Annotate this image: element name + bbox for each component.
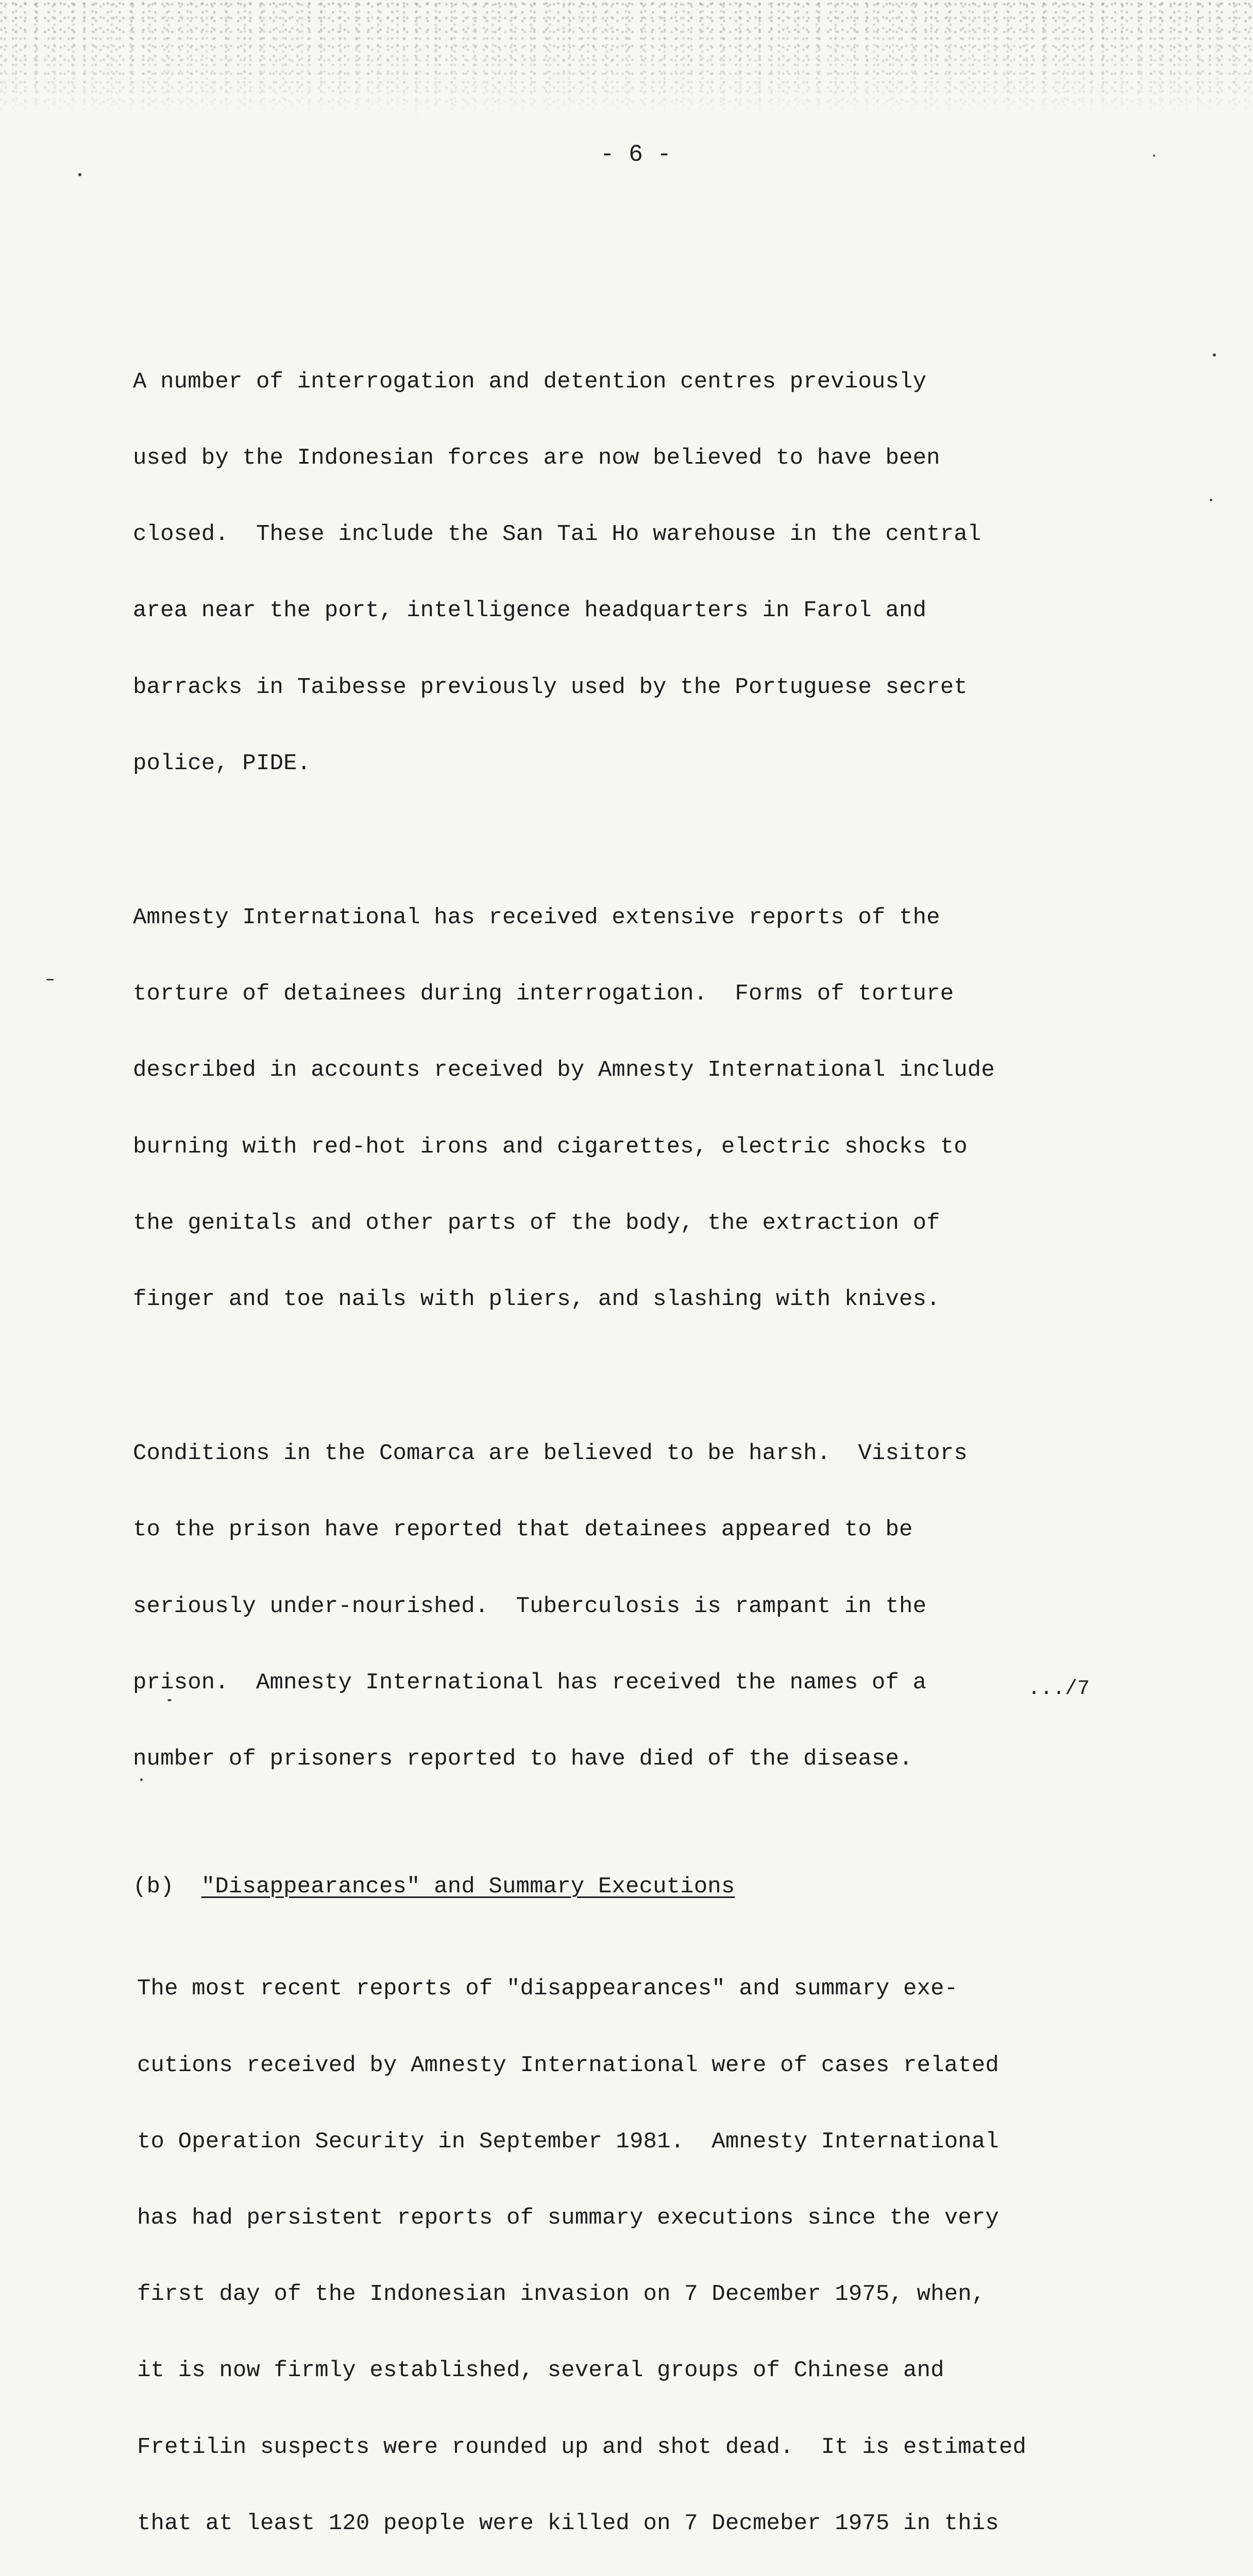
paragraph-line: Fretilin suspects were rounded up and shot dead. It is estimated xyxy=(137,2434,1027,2460)
paragraph-line: torture of detainees during interrogation. Forms of torture xyxy=(133,981,954,1007)
scan-speck xyxy=(1153,155,1155,157)
scan-speck xyxy=(1213,353,1216,357)
document-body xyxy=(133,318,1163,2576)
paragraph-line: has had persistent reports of summary executions since the very xyxy=(137,2205,999,2231)
paragraph-line: prison. Amnesty International has received the names of a xyxy=(133,1669,927,1696)
paragraph-line: closed. These include the San Tai Ho warehouse in the central xyxy=(133,521,981,548)
paragraph-line: seriously under-nourished. Tuberculosis is rampant in the xyxy=(133,1593,927,1619)
scan-noise-band xyxy=(0,0,1253,118)
continuation-marker: .../7 xyxy=(1028,1677,1090,1701)
paragraph-prison-conditions xyxy=(133,1390,1163,1823)
paragraph-line: A number of interrogation and detention centres previously xyxy=(133,368,927,395)
scan-speck xyxy=(78,173,81,176)
paragraph-line: area near the port, intelligence headquarters in Farol and xyxy=(133,598,927,624)
paragraph-line: The most recent reports of "disappearances" and summary exe- xyxy=(137,1976,958,2002)
paragraph-line: cutions received by Amnesty International were of cases related xyxy=(137,2052,999,2078)
paragraph-line: number of prisoners reported to have died of the disease. xyxy=(133,1745,913,1772)
paragraph-line: Conditions in the Comarca are believed to be harsh. Visitors xyxy=(133,1440,968,1467)
page-number: - 6 - xyxy=(600,141,672,168)
scan-speck xyxy=(140,1778,143,1781)
paragraph-line: that at least 120 people were killed on 7 Decmeber 1975 in this xyxy=(137,2510,999,2536)
paragraph-line: the genitals and other parts of the body, the extraction of xyxy=(133,1210,940,1236)
scan-speck xyxy=(167,1699,172,1701)
paragraph-line: described in accounts received by Amnesty International include xyxy=(133,1057,995,1083)
paragraph-disappearances xyxy=(133,1926,1163,2576)
section-title: "Disappearances" and Summary Executions xyxy=(201,1874,735,1900)
paragraph-line: barracks in Taibesse previously used by the Portuguese secret xyxy=(133,674,968,700)
paragraph-line: to the prison have reported that detainees appeared to be xyxy=(133,1517,913,1543)
paragraph-line: burning with red-hot irons and cigarettes, electric shocks to xyxy=(133,1133,968,1160)
paragraph-line: Amnesty International has received extensive reports of the xyxy=(133,904,940,930)
paragraph-line: used by the Indonesian forces are now believed to have been xyxy=(133,445,940,471)
paragraph-line: police, PIDE. xyxy=(133,750,311,776)
paragraph-line: it is now firmly established, several groups of Chinese and xyxy=(137,2358,944,2384)
paragraph-line: finger and toe nails with pliers, and slashing with knives. xyxy=(133,1286,940,1313)
section-marker: (b) xyxy=(133,1874,174,1900)
section-heading-disappearances xyxy=(133,1874,1163,1900)
paragraph-torture xyxy=(133,854,1163,1363)
scan-speck xyxy=(46,979,54,980)
paragraph-line: to Operation Security in September 1981. Amnesty International xyxy=(137,2128,999,2155)
paragraph-detention-centres xyxy=(133,318,1163,827)
paragraph-line: first day of the Indonesian invasion on 7 December 1975, when, xyxy=(137,2281,986,2308)
scan-speck xyxy=(1210,499,1212,501)
